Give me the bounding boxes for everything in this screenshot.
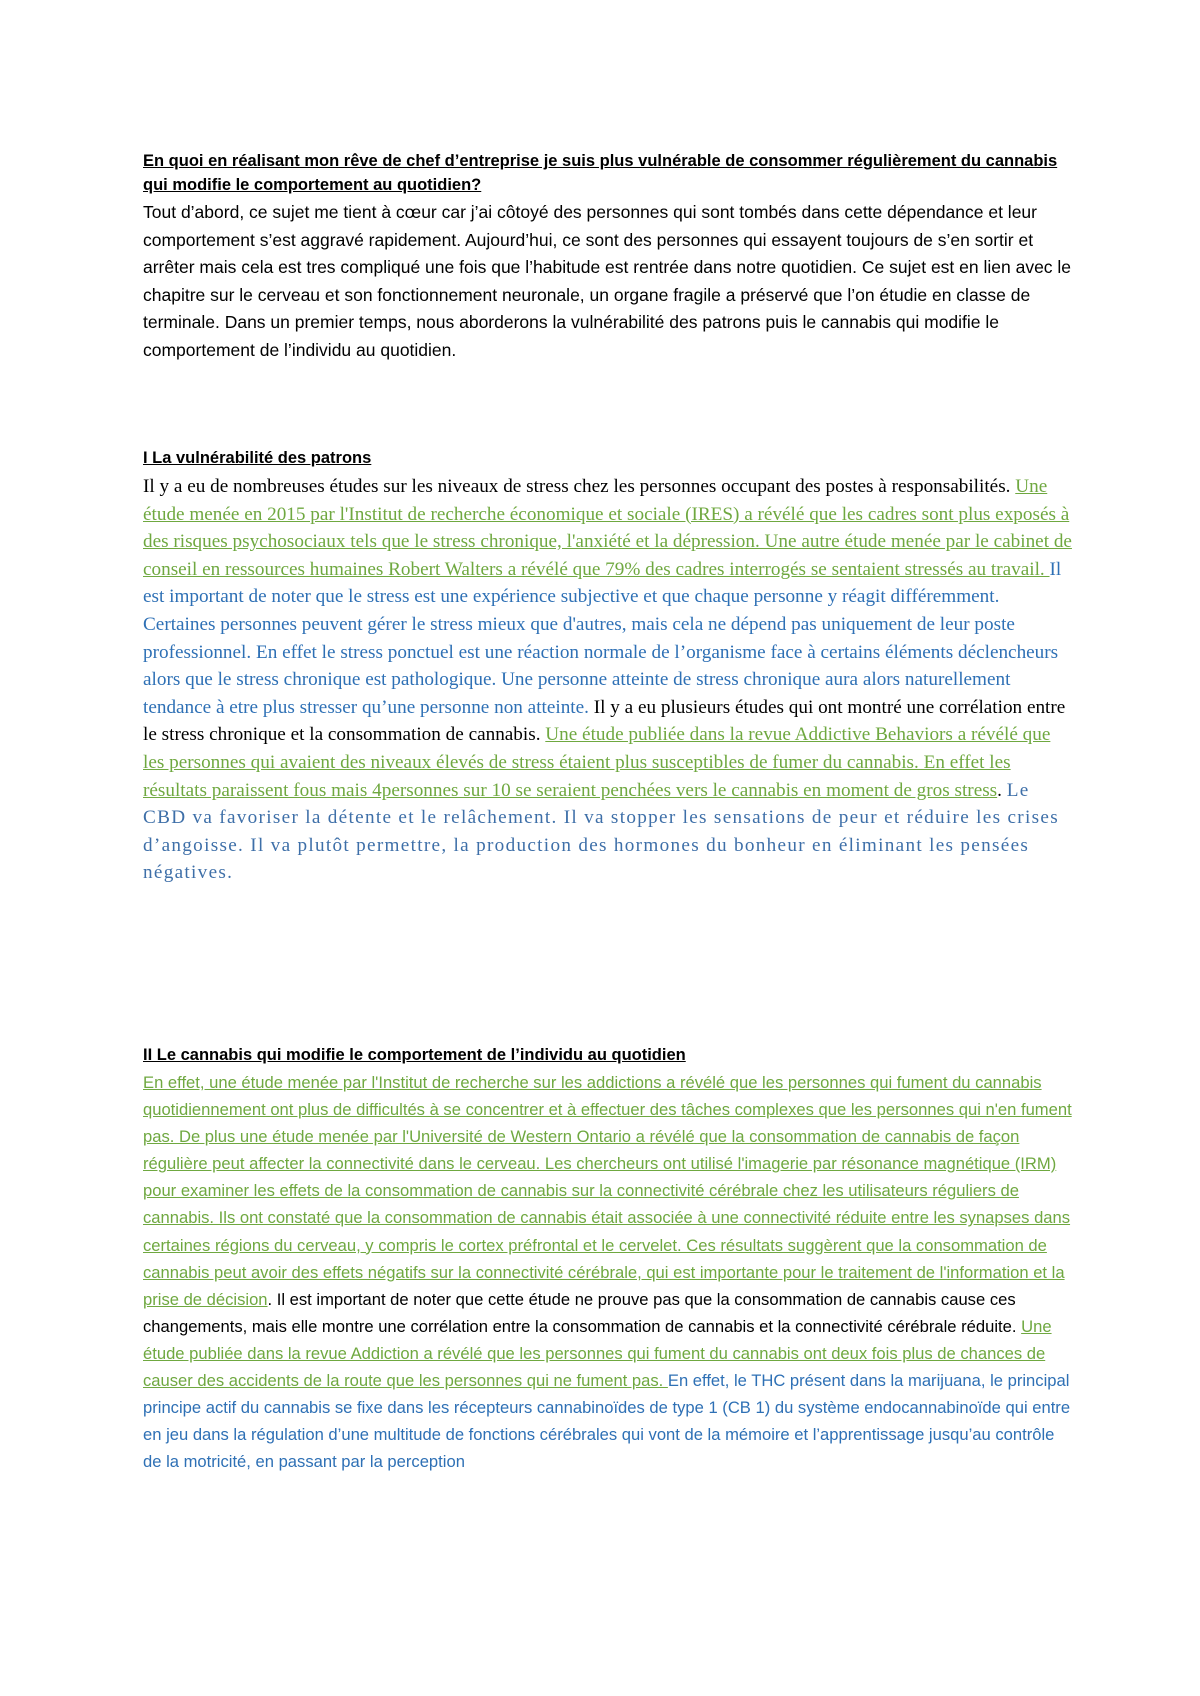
section2-heading: II Le cannabis qui modifie le comportement de l’individu au quotidien: [143, 1046, 686, 1064]
section2-text-black: . Il est important de noter que cette étude ne prouve pas que la consommation de cannabis cause ces changements, mais elle montre une corrélation entre la consommation de cannabis et la connectivité cérébrale réduite.: [143, 1289, 1022, 1336]
section1-blue-text: Il est important de noter que le stress est une expérience subjective et que chaque personne y réagit différemment. Certaines personnes peuvent gérer le stress mieux que d'autres, mais cela ne dépend pas uniquement de leur poste professionnel. En effet le stress ponctuel est une réaction normale de l’organisme face à certains éléments déclencheurs alors que le stress chronique est pathologique. Une personne atteinte de stress chronique aura alors naturellement tendance à etre plus stresser qu’une personne non atteinte.: [143, 558, 1062, 718]
section2-paragraph: [143, 1069, 1073, 1475]
section1-green-underlined-2: Une étude publiée dans la revue Addictive Behaviors a révélé que les personnes qui avaient des niveaux élevés de stress étaient plus susceptibles de fumer du cannabis. En effet les résultats paraissent fous mais 4personnes sur 10 se seraient penchées vers le cannabis en moment de gros stress: [143, 724, 1051, 801]
section1-heading: I La vulnérabilité des patrons: [143, 449, 372, 467]
section1-blue-spaced-text: Le CBD va favoriser la détente et le relâchement. Il va stopper les sensations de peur et réduire les crises d’angoisse. Il va plutôt permettre, la production des hormones du bonheur en éliminant les pensées négatives.: [143, 779, 1059, 884]
section1-text-black: Il y a eu de nombreuses études sur les niveaux de stress chez les personnes occupant des postes à responsabilités.: [143, 476, 1016, 497]
section1-paragraph: [143, 473, 1073, 887]
section1-punctuation: .: [997, 779, 1007, 801]
section2-green-underlined: En effet, une étude menée par l'Institut de recherche sur les addictions a révélé que les personnes qui fument du cannabis quotidiennement ont plus de difficultés à se concentrer et à effectuer des tâches complexes que les personnes qui n'en fument pas. De plus une étude menée par l'Université de Western Ontario a révélé que la consommation de cannabis de façon régulière peut affecter la connectivité dans le cerveau. Les chercheurs ont utilisé l'imagerie par résonance magnétique (IRM) pour examiner les effets de la consommation de cannabis sur la connectivité cérébrale chez les utilisateurs réguliers de cannabis. Ils ont constaté que la consommation de cannabis était associée à une connectivité réduite entre les synapses dans certaines régions du cerveau, y compris le cortex préfrontal et le cervelet. Ces résultats suggèrent que la consommation de cannabis peut avoir des effets négatifs sur la connectivité cérébrale, qui est importante pour le traitement de l'information et la prise de décision: [143, 1073, 1072, 1309]
section1-text-black-2: Il y a eu plusieurs études qui ont montré une corrélation entre le stress chronique et la consommation de cannabis.: [143, 696, 1066, 746]
section2-green-underlined-2: Une étude publiée dans la revue Addiction a révélé que les personnes qui fument du cannabis ont deux fois plus de chances de causer des accidents de la route que les personnes qui ne fument pas.: [143, 1316, 1052, 1391]
intro-paragraph: Tout d’abord, ce sujet me tient à cœur car j’ai côtoyé des personnes qui sont tombés dans cette dépendance et leur comportement s’est aggravé rapidement. Aujourd’hui, ce sont des personnes qui essayent toujours de s’en sortir et arrêter mais cela est tres compliqué une fois que l’habitude est rentrée dans notre quotidien. Ce sujet est en lien avec le chapitre sur le cerveau et son fonctionnement neuronale, un organe fragile a préservé que l’on étudie en classe de terminale. Dans un premier temps, nous aborderons la vulnérabilité des patrons puis le cannabis qui modifie le comportement de l’individu au quotidien.: [143, 202, 1072, 360]
section1-green-underlined: Une étude menée en 2015 par l'Institut de recherche économique et sociale (IRES) a révélé que les cadres sont plus exposés à des risques psychosociaux tels que le stress chronique, l'anxiété et la dépression. Une autre étude menée par le cabinet de conseil en ressources humaines Robert Walters a révélé que 79% des cadres interrogés se sentaient stressés au travail.: [143, 476, 1072, 580]
document-title: En quoi en réalisant mon rêve de chef d’entreprise je suis plus vulnérable de consommer régulièrement du cannabis qui modifie le comportement au quotidien?: [143, 152, 1058, 194]
section2-blue-text: En effet, le THC présent dans la marijuana, le principal principe actif du cannabis se fixe dans les récepteurs cannabinoïdes de type 1 (CB 1) du système endocannabinoïde qui entre en jeu dans la régulation d’une multitude de fonctions cérébrales qui vont de la mémoire et l’apprentissage jusqu’au contrôle de la motricité, en passant par la perception: [143, 1371, 1071, 1472]
